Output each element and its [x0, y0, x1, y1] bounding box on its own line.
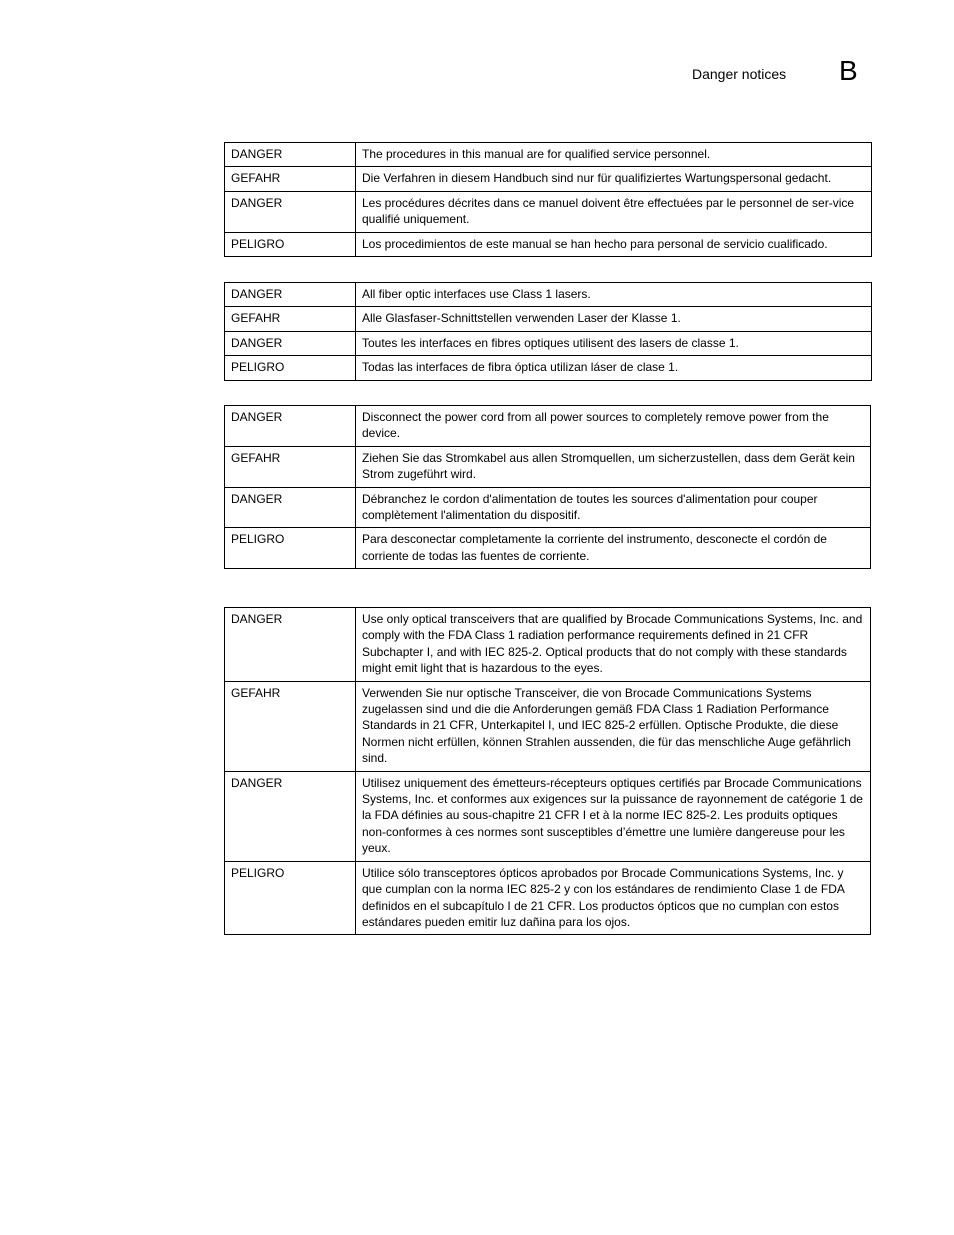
table-row	[225, 608, 871, 682]
table-row	[225, 356, 872, 380]
warning-label: DANGER	[225, 608, 356, 682]
warning-text: Alle Glasfaser-Schnittstellen verwenden Laser der Klasse 1.	[356, 307, 872, 331]
warning-label: PELIGRO	[225, 861, 356, 935]
appendix-letter: B	[839, 55, 858, 86]
table-row	[225, 771, 871, 861]
warning-label: GEFAHR	[225, 167, 356, 191]
warning-text: The procedures in this manual are for qualified service personnel.	[356, 143, 872, 167]
warning-label: DANGER	[225, 331, 356, 355]
table-row	[225, 681, 871, 771]
table-row	[225, 232, 872, 256]
notice-table-optical-transceivers	[224, 607, 871, 935]
warning-label: PELIGRO	[225, 356, 356, 380]
warning-label: PELIGRO	[225, 528, 356, 569]
notice-table-qualified-personnel	[224, 142, 872, 257]
warning-label: GEFAHR	[225, 307, 356, 331]
warning-text: Para desconectar completamente la corriente del instrumento, desconecte el cordón de corriente de todas las fuentes de corriente.	[356, 528, 871, 569]
page-header-title: Danger notices	[692, 66, 787, 82]
table-row	[225, 528, 871, 569]
table-row	[225, 307, 872, 331]
warning-text: All fiber optic interfaces use Class 1 lasers.	[356, 283, 872, 307]
warning-label: DANGER	[225, 191, 356, 232]
warning-text: Utilice sólo transceptores ópticos aprobados por Brocade Communications Systems, Inc. y que cumplan con la norma IEC 825-2 y con los estándares de rendimiento Clase 1 de FDA definidos en el subcapítulo I de 21 CFR. Los productos ópticos que no cumplan con estos estándares pueden emitir luz dañina para los ojos.	[356, 861, 871, 935]
warning-label: DANGER	[225, 143, 356, 167]
warning-text: Use only optical transceivers that are qualified by Brocade Communications Systems, Inc. and comply with the FDA Class 1 radiation performance requirements defined in 21 CFR Subchapter I, and with IEC 825-2. Optical products that do not comply with these standards might emit light that is hazardous to the eyes.	[356, 608, 871, 682]
warning-label: PELIGRO	[225, 232, 356, 256]
notice-table-fiber-lasers	[224, 282, 872, 381]
warning-label: DANGER	[225, 487, 356, 528]
warning-text: Los procedimientos de este manual se han hecho para personal de servicio cualificado.	[356, 232, 872, 256]
warning-text: Utilisez uniquement des émetteurs-récepteurs optiques certifiés par Brocade Communications Systems, Inc. et conformes aux exigences sur la puissance de rayonnement de catégorie 1 de la FDA définies au sous-chapitre 21 CFR I et à la norme IEC 825-2. Les produits optiques non-conformes à ces normes sont susceptibles d’émettre une lumière dangereuse pour les yeux.	[356, 771, 871, 861]
warning-label: DANGER	[225, 406, 356, 447]
warning-text: Todas las interfaces de fibra óptica utilizan láser de clase 1.	[356, 356, 872, 380]
table-row	[225, 143, 872, 167]
warning-text: Débranchez le cordon d'alimentation de toutes les sources d'alimentation pour couper complètement l'alimentation du dispositif.	[356, 487, 871, 528]
table-row	[225, 446, 871, 487]
table-row	[225, 331, 872, 355]
warning-text: Toutes les interfaces en fibres optiques utilisent des lasers de classe 1.	[356, 331, 872, 355]
warning-text: Die Verfahren in diesem Handbuch sind nur für qualifiziertes Wartungspersonal gedacht.	[356, 167, 872, 191]
warning-text: Ziehen Sie das Stromkabel aus allen Stromquellen, um sicherzustellen, dass dem Gerät kein Strom zugeführt wird.	[356, 446, 871, 487]
table-row	[225, 167, 872, 191]
warning-label: DANGER	[225, 771, 356, 861]
notice-table-power-cord	[224, 405, 871, 569]
warning-text: Verwenden Sie nur optische Transceiver, die von Brocade Communications Systems zugelassen sind und die die Anforderungen gemäß FDA Class 1 Radiation Performance Standards in 21 CFR, Unterkapitel I, und IEC 825-2 erfüllen. Optische Produkte, die diese Normen nicht erfüllen, können Strahlen aussenden, die für das menschliche Auge gefährlich sind.	[356, 681, 871, 771]
table-row	[225, 283, 872, 307]
table-row	[225, 487, 871, 528]
warning-text: Les procédures décrites dans ce manuel doivent être effectuées par le personnel de ser-vice qualifié uniquement.	[356, 191, 872, 232]
warning-text: Disconnect the power cord from all power sources to completely remove power from the device.	[356, 406, 871, 447]
warning-label: DANGER	[225, 283, 356, 307]
warning-label: GEFAHR	[225, 446, 356, 487]
warning-label: GEFAHR	[225, 681, 356, 771]
table-row	[225, 406, 871, 447]
table-row	[225, 861, 871, 935]
table-row	[225, 191, 872, 232]
